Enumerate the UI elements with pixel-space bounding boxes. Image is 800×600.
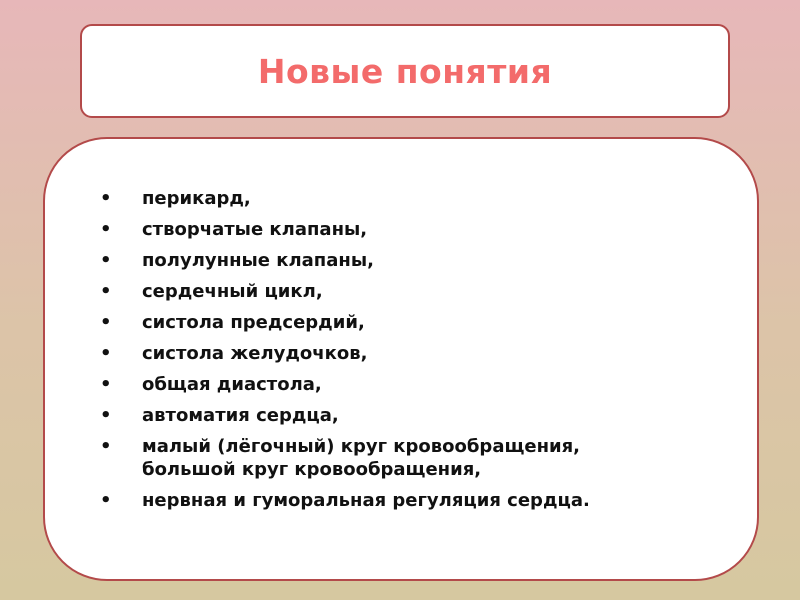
bullet-text: перикард, xyxy=(142,188,251,209)
bullet-icon: • xyxy=(100,281,112,302)
bullet-text: нервная и гуморальная регуляция сердца. xyxy=(142,490,590,511)
bullet-text: створчатые клапаны, xyxy=(142,219,368,240)
list-item xyxy=(100,187,590,210)
bullet-icon: • xyxy=(100,374,112,395)
bullet-icon: • xyxy=(100,343,112,364)
bullet-text: систола предсердий, xyxy=(142,312,365,333)
bullet-icon: • xyxy=(100,490,112,511)
list-item xyxy=(100,311,590,334)
bullet-icon: • xyxy=(100,219,112,240)
title-box xyxy=(80,24,730,118)
bullet-text: полулунные клапаны, xyxy=(142,250,374,271)
content-box xyxy=(43,137,759,581)
bullet-text: автоматия сердца, xyxy=(142,405,339,426)
bullet-list xyxy=(100,187,590,520)
list-item xyxy=(100,373,590,396)
bullet-icon: • xyxy=(100,405,112,426)
list-item xyxy=(100,435,590,481)
list-item xyxy=(100,342,590,365)
list-item xyxy=(100,489,590,512)
bullet-icon: • xyxy=(100,312,112,333)
bullet-text: сердечный цикл, xyxy=(142,281,323,302)
list-item xyxy=(100,404,590,427)
bullet-icon: • xyxy=(100,436,112,457)
bullet-icon: • xyxy=(100,188,112,209)
bullet-text: систола желудочков, xyxy=(142,343,368,364)
bullet-icon: • xyxy=(100,250,112,271)
bullet-text: малый (лёгочный) круг кровообращения, большой круг кровообращения, xyxy=(142,436,581,480)
list-item xyxy=(100,249,590,272)
slide-title: Новые понятия xyxy=(257,51,553,91)
list-item xyxy=(100,218,590,241)
list-item xyxy=(100,280,590,303)
bullet-text: общая диастола, xyxy=(142,374,322,395)
